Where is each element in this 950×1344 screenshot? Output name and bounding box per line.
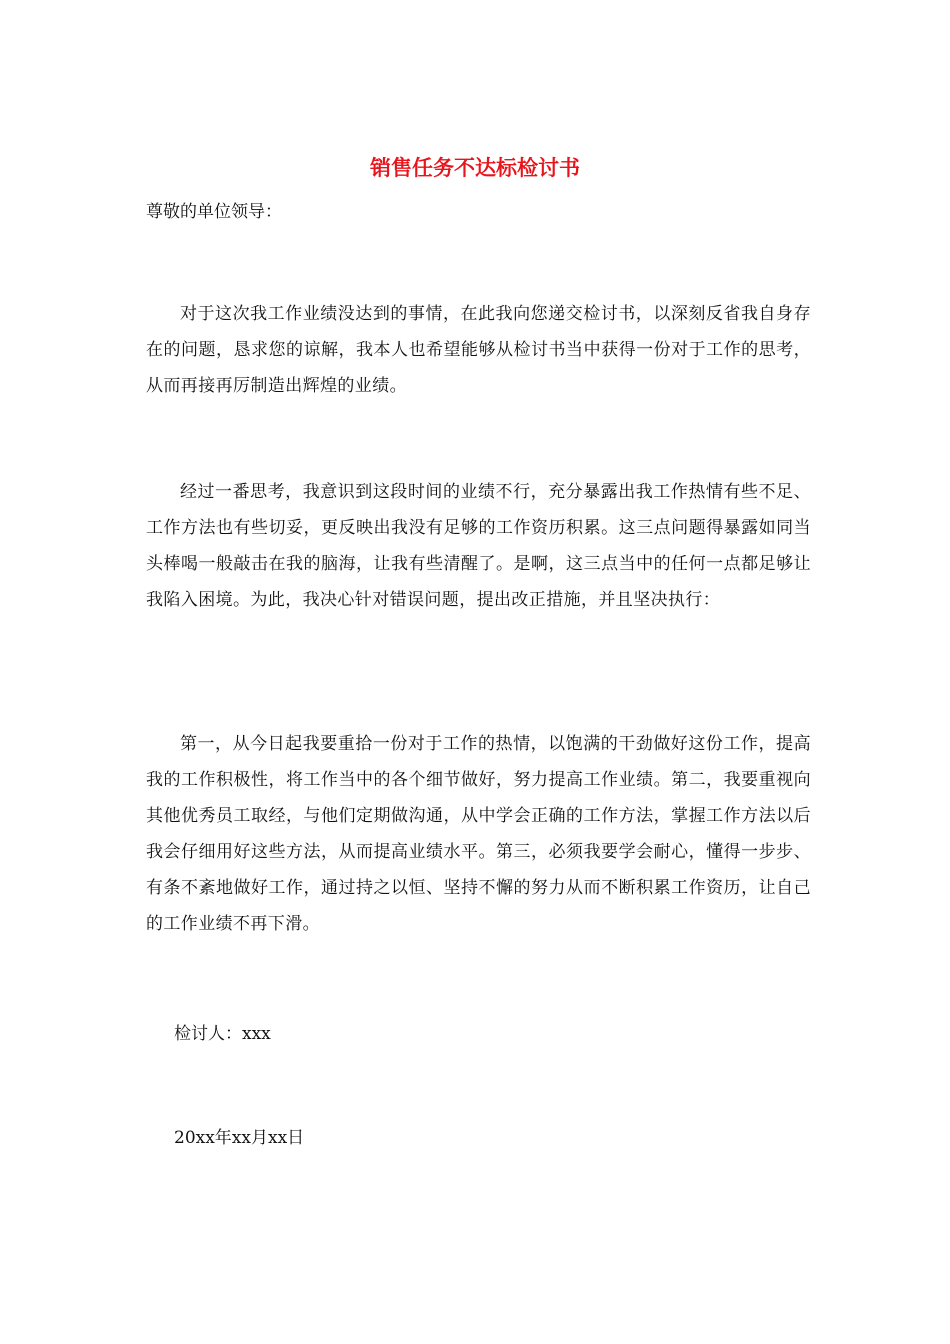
signer-line: 检讨人：xxx (174, 1024, 271, 1044)
paragraph-2: 经过一番思考，我意识到这段时间的业绩不行，充分暴露出我工作热情有些不足、工作方法也有些切妥，更反映出我没有足够的工作资历积累。这三点问题得暴露如同当头棒喝一般敲击在我的脑海，让我有些清醒了。是啊，这三点当中的任何一点都足够让我陷入困境。为此，我决心针对错误问题，提出改正措施，并且坚决执行： (146, 482, 811, 610)
paragraph-3: 第一，从今日起我要重拾一份对于工作的热情，以饱满的干劲做好这份工作，提高我的工作积极性，将工作当中的各个细节做好，努力提高工作业绩。第二，我要重视向其他优秀员工取经，与他们定期做沟通，从中学会正确的工作方法，掌握工作方法以后我会仔细用好这些方法，从而提高业绩水平。第三，必须我要学会耐心，懂得一步步、有条不紊地做好工作，通过持之以恒、坚持不懈的努力从而不断积累工作资历，让自己的工作业绩不再下滑。 (146, 734, 811, 934)
date-line: 20xx年xx月xx日 (174, 1128, 305, 1148)
paragraph-1: 对于这次我工作业绩没达到的事情，在此我向您递交检讨书，以深刻反省我自身存在的问题，恳求您的谅解，我本人也希望能够从检讨书当中获得一份对于工作的思考，从而再接再厉制造出辉煌的业绩。 (146, 304, 811, 396)
document-title: 销售任务不达标检讨书 (370, 156, 580, 180)
salutation: 尊敬的单位领导： (146, 202, 282, 222)
